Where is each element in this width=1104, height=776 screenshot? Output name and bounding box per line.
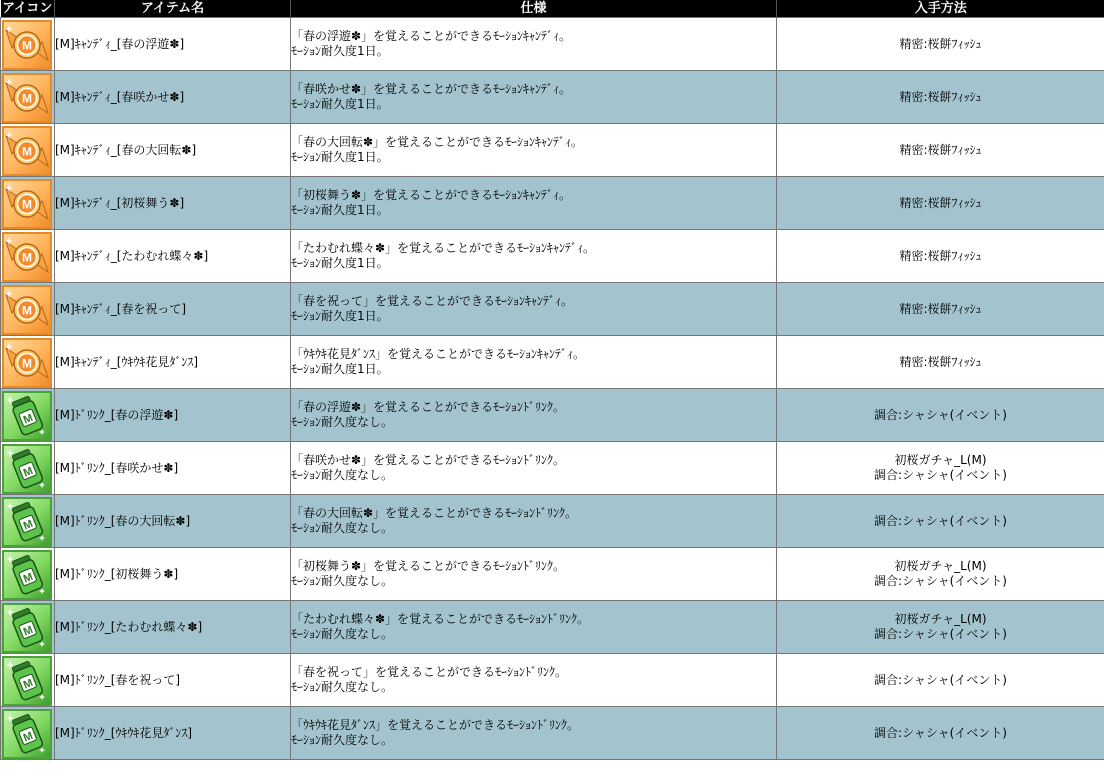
- header-name: アイテム名: [55, 0, 291, 18]
- drink-icon: [2, 709, 52, 759]
- item-obtain: [777, 601, 1104, 654]
- candy-icon: [2, 73, 52, 123]
- spec-line-1: 「たわむれ蝶々✽」を覚えることができるﾓｰｼｮﾝｷｬﾝﾃﾞｨ。: [291, 241, 596, 255]
- item-obtain: [777, 124, 1104, 177]
- spec-line-1: 「春を祝って」を覚えることができるﾓｰｼｮﾝﾄﾞﾘﾝｸ。: [291, 665, 568, 679]
- item-name: [M]ﾄﾞﾘﾝｸ_[初桜舞う✽]: [55, 548, 291, 601]
- table-row: [1, 389, 1104, 442]
- icon-cell: [1, 177, 55, 230]
- item-obtain: [777, 336, 1104, 389]
- svg-text:M: M: [21, 676, 35, 692]
- item-rows: [1, 18, 1104, 760]
- header-row: [1, 0, 1104, 18]
- item-obtain: [777, 230, 1104, 283]
- item-name: [M]ｷｬﾝﾃﾞｨ_[春の浮遊✽]: [55, 18, 291, 71]
- icon-cell: [1, 548, 55, 601]
- obtain-line-1: 初桜ガチャ_L(M): [894, 453, 987, 467]
- spec-line-1: 「春の大回転✽」を覚えることができるﾓｰｼｮﾝｷｬﾝﾃﾞｨ。: [291, 135, 584, 149]
- table-row: [1, 601, 1104, 654]
- spec-line-2: ﾓｰｼｮﾝ耐久度なし。: [291, 574, 394, 588]
- svg-text:M: M: [21, 411, 35, 427]
- item-name: [M]ｷｬﾝﾃﾞｨ_[春の大回転✽]: [55, 124, 291, 177]
- spec-line-2: ﾓｰｼｮﾝ耐久度1日。: [291, 256, 389, 270]
- obtain-line-1: 調合:シャシャ(イベント): [874, 407, 1007, 422]
- obtain-line-1: 精密:桜餅ﾌｨｯｼｭ: [899, 354, 982, 369]
- item-name: [M]ｷｬﾝﾃﾞｨ_[初桜舞う✽]: [55, 177, 291, 230]
- spec-line-2: ﾓｰｼｮﾝ耐久度1日。: [291, 150, 389, 164]
- table-row: [1, 654, 1104, 707]
- icon-cell: [1, 283, 55, 336]
- spec-line-1: 「たわむれ蝶々✽」を覚えることができるﾓｰｼｮﾝﾄﾞﾘﾝｸ。: [291, 612, 590, 626]
- item-obtain: [777, 495, 1104, 548]
- svg-text:M: M: [22, 38, 32, 52]
- spec-line-1: 「初桜舞う✽」を覚えることができるﾓｰｼｮﾝｷｬﾝﾃﾞｨ。: [291, 188, 572, 202]
- item-name: [M]ﾄﾞﾘﾝｸ_[たわむれ蝶々✽]: [55, 601, 291, 654]
- spec-line-1: 「春の大回転✽」を覚えることができるﾓｰｼｮﾝﾄﾞﾘﾝｸ。: [291, 506, 578, 520]
- spec-line-1: 「春の浮遊✽」を覚えることができるﾓｰｼｮﾝｷｬﾝﾃﾞｨ。: [291, 29, 572, 43]
- svg-text:M: M: [21, 464, 35, 480]
- drink-icon: [2, 497, 52, 547]
- item-obtain: [777, 18, 1104, 71]
- item-name: [M]ｷｬﾝﾃﾞｨ_[春咲かせ✽]: [55, 71, 291, 124]
- item-spec: [291, 336, 777, 389]
- candy-icon: [2, 285, 52, 335]
- spec-line-2: ﾓｰｼｮﾝ耐久度1日。: [291, 362, 389, 376]
- table-row: [1, 18, 1104, 71]
- obtain-line-1: 調合:シャシャ(イベント): [874, 672, 1007, 687]
- svg-text:M: M: [22, 303, 32, 317]
- obtain-line-1: 初桜ガチャ_L(M): [894, 559, 987, 573]
- obtain-line-1: 調合:シャシャ(イベント): [874, 513, 1007, 528]
- table-row: [1, 548, 1104, 601]
- svg-text:M: M: [21, 570, 35, 586]
- table-row: [1, 283, 1104, 336]
- svg-text:M: M: [21, 517, 35, 533]
- table-row: [1, 71, 1104, 124]
- obtain-line-1: 精密:桜餅ﾌｨｯｼｭ: [899, 248, 982, 263]
- svg-text:M: M: [22, 356, 32, 370]
- item-obtain: [777, 177, 1104, 230]
- table-row: [1, 124, 1104, 177]
- icon-cell: [1, 707, 55, 760]
- icon-cell: [1, 18, 55, 71]
- item-name: [M]ﾄﾞﾘﾝｸ_[ｳｷｳｷ花見ﾀﾞﾝｽ]: [55, 707, 291, 760]
- item-spec: [291, 601, 777, 654]
- header-icon: アイコン: [1, 0, 55, 18]
- item-spec: [291, 18, 777, 71]
- spec-line-2: ﾓｰｼｮﾝ耐久度1日。: [291, 44, 389, 58]
- obtain-line-2: 調合:シャシャ(イベント): [874, 627, 1007, 641]
- spec-line-1: 「初桜舞う✽」を覚えることができるﾓｰｼｮﾝﾄﾞﾘﾝｸ。: [291, 559, 566, 573]
- spec-line-2: ﾓｰｼｮﾝ耐久度1日。: [291, 97, 389, 111]
- item-name: [M]ﾄﾞﾘﾝｸ_[春の浮遊✽]: [55, 389, 291, 442]
- obtain-line-1: 精密:桜餅ﾌｨｯｼｭ: [899, 36, 982, 51]
- obtain-line-2: 調合:シャシャ(イベント): [874, 574, 1007, 588]
- item-spec: [291, 177, 777, 230]
- spec-line-1: 「春咲かせ✽」を覚えることができるﾓｰｼｮﾝｷｬﾝﾃﾞｨ。: [291, 82, 572, 96]
- obtain-line-1: 精密:桜餅ﾌｨｯｼｭ: [899, 142, 982, 157]
- obtain-line-1: 調合:シャシャ(イベント): [874, 725, 1007, 740]
- table-row: [1, 230, 1104, 283]
- candy-icon: [2, 179, 52, 229]
- obtain-line-1: 初桜ガチャ_L(M): [894, 612, 987, 626]
- spec-line-2: ﾓｰｼｮﾝ耐久度なし。: [291, 733, 394, 747]
- item-obtain: [777, 707, 1104, 760]
- icon-cell: [1, 71, 55, 124]
- svg-text:M: M: [22, 250, 32, 264]
- table-row: [1, 442, 1104, 495]
- drink-icon: [2, 656, 52, 706]
- item-spec: [291, 495, 777, 548]
- drink-icon: [2, 391, 52, 441]
- obtain-line-2: 調合:シャシャ(イベント): [874, 468, 1007, 482]
- spec-line-2: ﾓｰｼｮﾝ耐久度なし。: [291, 680, 394, 694]
- svg-text:M: M: [22, 91, 32, 105]
- candy-icon: [2, 338, 52, 388]
- icon-cell: [1, 124, 55, 177]
- item-name: [M]ﾄﾞﾘﾝｸ_[春の大回転✽]: [55, 495, 291, 548]
- icon-cell: [1, 495, 55, 548]
- icon-cell: [1, 336, 55, 389]
- svg-text:M: M: [21, 623, 35, 639]
- table-row: [1, 707, 1104, 760]
- item-spec: [291, 71, 777, 124]
- drink-icon: [2, 603, 52, 653]
- item-obtain: [777, 71, 1104, 124]
- table-row: [1, 177, 1104, 230]
- candy-icon: [2, 232, 52, 282]
- item-obtain: [777, 442, 1104, 495]
- item-spec: [291, 654, 777, 707]
- spec-line-1: 「春咲かせ✽」を覚えることができるﾓｰｼｮﾝﾄﾞﾘﾝｸ。: [291, 453, 566, 467]
- drink-icon: [2, 550, 52, 600]
- spec-line-1: 「ｳｷｳｷ花見ﾀﾞﾝｽ」を覚えることができるﾓｰｼｮﾝｷｬﾝﾃﾞｨ。: [291, 347, 586, 361]
- spec-line-2: ﾓｰｼｮﾝ耐久度なし。: [291, 468, 394, 482]
- candy-icon: [2, 126, 52, 176]
- spec-line-2: ﾓｰｼｮﾝ耐久度なし。: [291, 521, 394, 535]
- item-spec: [291, 230, 777, 283]
- item-obtain: [777, 389, 1104, 442]
- icon-cell: [1, 442, 55, 495]
- item-spec: [291, 389, 777, 442]
- item-spec: [291, 124, 777, 177]
- spec-line-2: ﾓｰｼｮﾝ耐久度1日。: [291, 203, 389, 217]
- item-spec: [291, 442, 777, 495]
- table-row: [1, 495, 1104, 548]
- spec-line-2: ﾓｰｼｮﾝ耐久度なし。: [291, 415, 394, 429]
- item-obtain: [777, 283, 1104, 336]
- item-name: [M]ｷｬﾝﾃﾞｨ_[たわむれ蝶々✽]: [55, 230, 291, 283]
- item-name: [M]ﾄﾞﾘﾝｸ_[春咲かせ✽]: [55, 442, 291, 495]
- svg-text:M: M: [22, 197, 32, 211]
- spec-line-2: ﾓｰｼｮﾝ耐久度なし。: [291, 627, 394, 641]
- drink-icon: [2, 444, 52, 494]
- svg-text:M: M: [21, 729, 35, 745]
- icon-cell: [1, 389, 55, 442]
- item-name: [M]ｷｬﾝﾃﾞｨ_[春を祝って]: [55, 283, 291, 336]
- icon-cell: [1, 601, 55, 654]
- spec-line-1: 「春を祝って」を覚えることができるﾓｰｼｮﾝｷｬﾝﾃﾞｨ。: [291, 294, 574, 308]
- icon-cell: [1, 230, 55, 283]
- header-spec: 仕様: [291, 0, 777, 18]
- obtain-line-1: 精密:桜餅ﾌｨｯｼｭ: [899, 301, 982, 316]
- item-spec: [291, 707, 777, 760]
- icon-cell: [1, 654, 55, 707]
- item-spec: [291, 283, 777, 336]
- spec-line-2: ﾓｰｼｮﾝ耐久度1日。: [291, 309, 389, 323]
- obtain-line-1: 精密:桜餅ﾌｨｯｼｭ: [899, 195, 982, 210]
- candy-icon: [2, 20, 52, 70]
- svg-text:M: M: [22, 144, 32, 158]
- table-row: [1, 336, 1104, 389]
- item-name: [M]ﾄﾞﾘﾝｸ_[春を祝って]: [55, 654, 291, 707]
- spec-line-1: 「ｳｷｳｷ花見ﾀﾞﾝｽ」を覚えることができるﾓｰｼｮﾝﾄﾞﾘﾝｸ。: [291, 718, 580, 732]
- obtain-line-1: 精密:桜餅ﾌｨｯｼｭ: [899, 89, 982, 104]
- header-obtain: 入手方法: [777, 0, 1104, 18]
- spec-line-1: 「春の浮遊✽」を覚えることができるﾓｰｼｮﾝﾄﾞﾘﾝｸ。: [291, 400, 566, 414]
- item-spec: [291, 548, 777, 601]
- item-obtain: [777, 548, 1104, 601]
- item-obtain: [777, 654, 1104, 707]
- item-name: [M]ｷｬﾝﾃﾞｨ_[ｳｷｳｷ花見ﾀﾞﾝｽ]: [55, 336, 291, 389]
